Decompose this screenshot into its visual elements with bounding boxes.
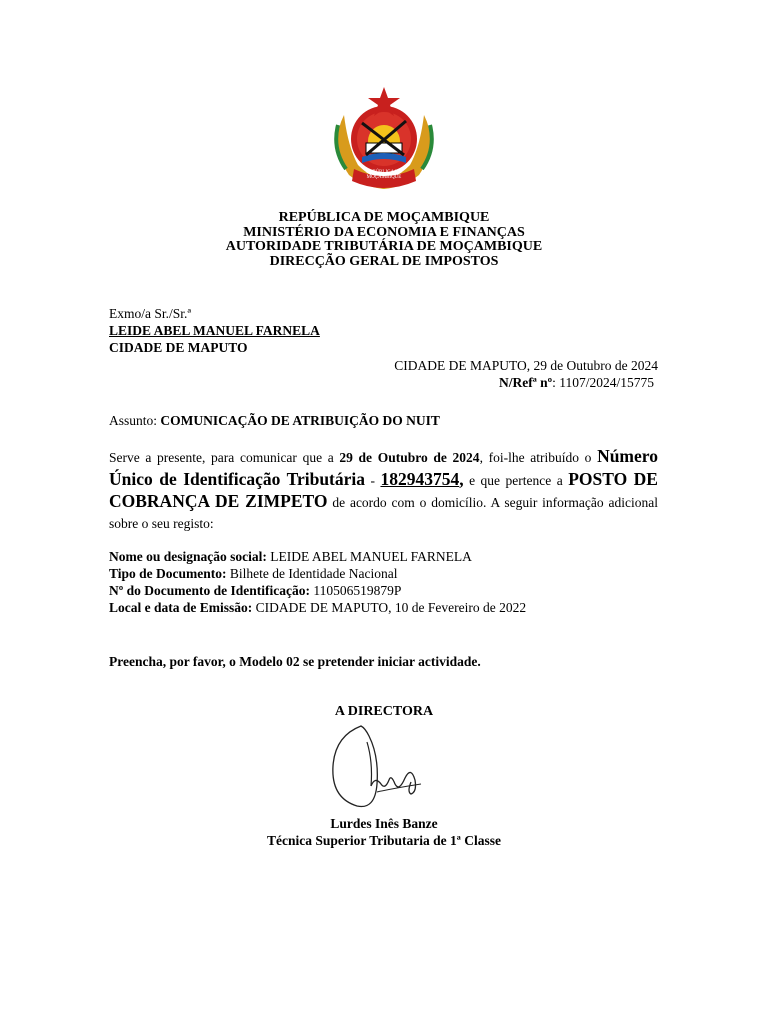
detail-label: Nº do Documento de Identificação: — [109, 583, 310, 598]
dateline-block — [300, 357, 658, 391]
addressee-city: CIDADE DE MAPUTO — [109, 340, 248, 355]
signatory-title: Técnica Superior Tributaria de 1ª Classe — [267, 833, 501, 848]
detail-value: 110506519879P — [309, 583, 402, 598]
subject-text: COMUNICAÇÃO DE ATRIBUIÇÃO DO NUIT — [160, 413, 440, 428]
emblem-label-line1: REPÚBLICA DE — [366, 170, 402, 175]
handwritten-signature — [325, 722, 435, 814]
reference-label: N/Refª nº — [498, 375, 553, 390]
signature-role: A DIRECTORA — [334, 704, 434, 719]
emblem-graphic — [324, 85, 444, 197]
body-text-1: Serve a presente, para comunicar que a — [109, 450, 340, 465]
coat-of-arms-emblem — [324, 85, 444, 197]
reference-value: : 1107/2024/15775 — [552, 375, 654, 390]
signatory-name: Lurdes Inês Banze — [330, 816, 438, 831]
addressee-block — [109, 305, 320, 356]
body-dash: - — [365, 472, 381, 488]
detail-label: Tipo de Documento: — [109, 566, 227, 581]
header-republic: REPÚBLICA DE MOÇAMBIQUE — [278, 210, 490, 225]
emblem-label-line2: MOÇAMBIQUE — [366, 175, 402, 180]
nuit-number: 182943754 — [380, 468, 460, 489]
detail-row — [109, 548, 526, 565]
body-comma: , — [459, 468, 464, 489]
place-date: CIDADE DE MAPUTO, 29 de Outubro de 2024 — [394, 358, 658, 373]
body-text-3: e que pertence a — [463, 472, 569, 488]
nuit-title: Número Único de Identificação Tributária — [109, 446, 658, 489]
header-authority: AUTORIDADE TRIBUTÁRIA DE MOÇAMBIQUE — [225, 239, 543, 254]
subject-line — [109, 412, 440, 429]
nuit-date: 29 de Outubro de 2024 — [339, 450, 480, 465]
detail-row — [109, 565, 526, 582]
detail-label: Nome ou designação social: — [109, 549, 267, 564]
header-directorate: DIRECÇÃO GERAL DE IMPOSTOS — [269, 253, 499, 269]
detail-label: Local e data de Emissão: — [109, 600, 253, 615]
header-ministry: MINISTÉRIO DA ECONOMIA E FINANÇAS — [243, 224, 525, 240]
salutation: Exmo/a Sr./Sr.ª — [109, 306, 192, 321]
activity-note: Preencha, por favor, o Modelo 02 se pretender iniciar actividade. — [109, 654, 481, 669]
detail-value: LEIDE ABEL MANUEL FARNELA — [266, 549, 472, 564]
detail-row — [109, 582, 526, 599]
detail-value: Bilhete de Identidade Nacional — [226, 566, 398, 581]
addressee-name: LEIDE ABEL MANUEL FARNELA — [109, 323, 320, 338]
tax-office: POSTO DE COBRANÇA DE ZIMPETO — [109, 468, 658, 511]
header-block — [0, 211, 768, 269]
signatory-block — [0, 815, 768, 849]
detail-value: CIDADE DE MAPUTO, 10 de Fevereiro de 2022 — [252, 600, 527, 615]
registration-details — [109, 548, 526, 616]
body-text-4: de acordo com o domicílio. A seguir informação adicional sobre o seu registo: — [109, 495, 658, 531]
reference-line — [300, 374, 658, 391]
body-paragraph — [109, 446, 658, 534]
body-text-2: , foi-lhe atribuído o — [479, 450, 598, 465]
subject-label: Assunto: — [109, 413, 158, 428]
detail-row — [109, 599, 526, 616]
